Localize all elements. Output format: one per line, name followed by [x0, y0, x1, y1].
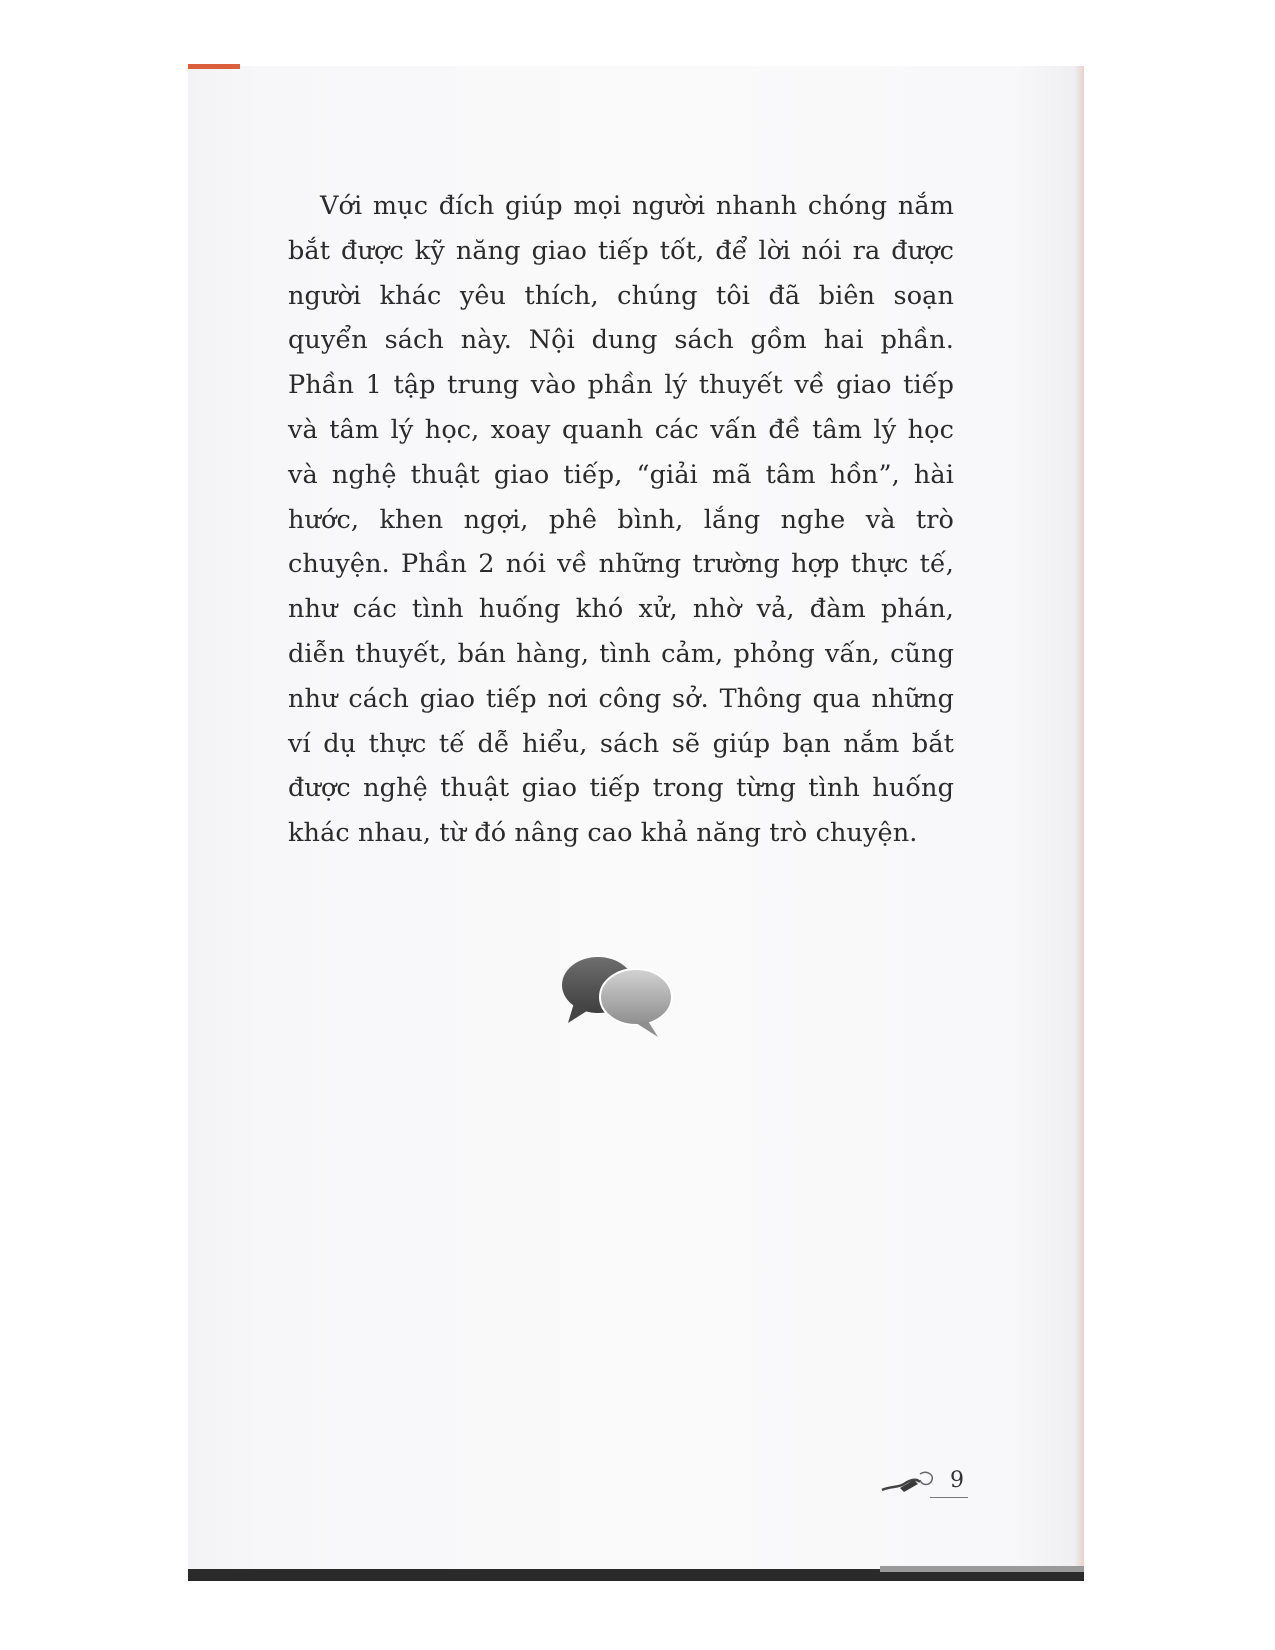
- body-paragraph: Với mục đích giúp mọi người nhanh chóng nắm bắt được kỹ năng giao tiếp tốt, để lời nói ra được người khác yêu thích, chúng tôi đã biên soạn quyển sách này. Nội dung sách gồm hai phần. Phần 1 tập trung vào phần lý thuyết về giao tiếp và tâm lý học, xoay quanh các vấn đề tâm lý học và nghệ thuật giao tiếp, “giải mã tâm hồn”, hài hước, khen ngợi, phê bình, lắng nghe và trò chuyện. Phần 2 nói về những trường hợp thực tế, như các tình huống khó xử, nhờ vả, đàm phán, diễn thuyết, bán hàng, tình cảm, phỏng vấn, cũng như cách giao tiếp nơi công sở. Thông qua những ví dụ thực tế dễ hiểu, sách sẽ giúp bạn nắm bắt được nghệ thuật giao tiếp trong từng tình huống khác nhau, từ đó nâng cao khả năng trò chuyện.: [288, 191, 954, 849]
- speech-bubbles-icon: [560, 955, 680, 1039]
- cover-edge-top: [188, 64, 240, 69]
- light-bubble: [600, 969, 672, 1037]
- pen-flourish-icon: [880, 1468, 938, 1496]
- page-number: 9: [950, 1468, 964, 1493]
- cover-edge-bottom-shadow: [880, 1566, 1084, 1572]
- page-number-underline: [930, 1497, 968, 1498]
- cover-edge-right: [1075, 66, 1084, 1578]
